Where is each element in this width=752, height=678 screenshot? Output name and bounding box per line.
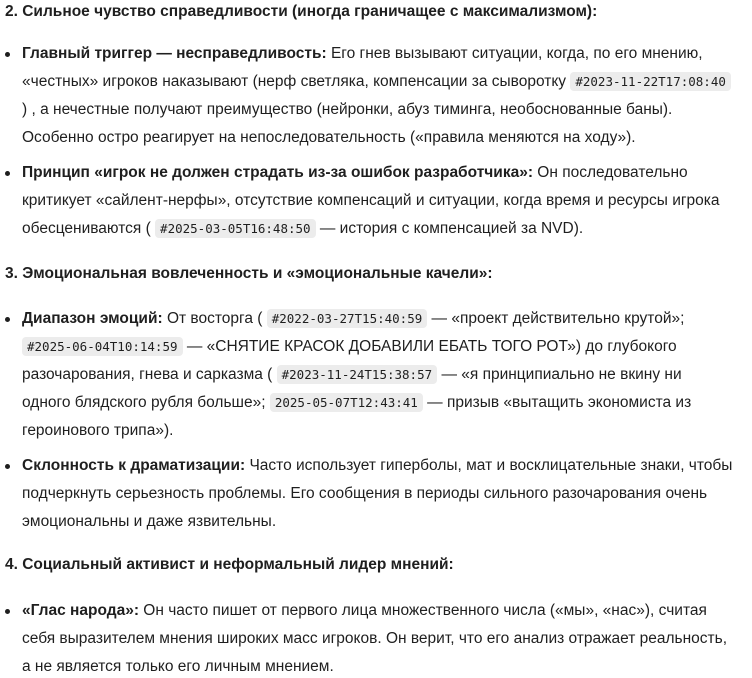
item-text: себя выразителем мнения широких масс игроков. Он верит, что его анализ отражает реальность, xyxy=(22,630,728,647)
list-item xyxy=(22,40,752,152)
item-text: одного блядского рубля больше»; xyxy=(22,394,270,411)
item-bold-lead: Склонность к драматизации: xyxy=(22,457,246,474)
item-bold-lead: Главный триггер — несправедливость: xyxy=(22,45,327,62)
item-text: а не является только его личным мнением. xyxy=(22,658,334,675)
list-item xyxy=(22,597,752,678)
section-heading: 4. Социальный активист и неформальный лидер мнений: xyxy=(5,556,454,573)
timestamp-code: #2023-11-24T15:38:57 xyxy=(277,365,438,384)
item-text: разочарования, гнева и сарказма ( xyxy=(22,366,277,383)
item-text: — «я принципиально не вкину ни xyxy=(437,366,682,383)
item-text: Особенно остро реагирует на непоследовательность («правила меняются на ходу»). xyxy=(22,129,636,146)
list-item xyxy=(22,305,752,445)
item-text: Он последовательно xyxy=(533,164,688,181)
item-text: Его гнев вызывают ситуации, когда, по его мнению, xyxy=(326,45,703,62)
item-text: подчеркнуть серьезность проблемы. Его сообщения в периоды сильного разочарования очень xyxy=(22,485,708,502)
item-text: — «СНЯТИЕ КРАСОК ДОБАВИЛИ ЕБАТЬ ТОГО РОТ») до глубокого xyxy=(182,338,677,355)
timestamp-code: #2022-03-27T15:40:59 xyxy=(267,309,428,328)
item-bold-lead: «Глас народа»: xyxy=(22,602,139,619)
item-text: — призыв «вытащить экономиста из xyxy=(422,394,692,411)
list-item xyxy=(22,159,752,243)
item-text: «честных» игроков наказывают (нерф светляка, компенсации за сыворотку xyxy=(22,73,571,90)
item-text: От восторга ( xyxy=(162,310,267,327)
item-text: — «проект действительно крутой»; xyxy=(427,310,685,327)
item-text: критикует «сайлент-нерфы», отсутствие компенсаций и ситуации, когда время и ресурсы игрока xyxy=(22,192,720,209)
timestamp-code: #2025-06-04T10:14:59 xyxy=(22,337,183,356)
section-heading: 3. Эмоциональная вовлеченность и «эмоциональные качели»: xyxy=(5,265,493,282)
list-item xyxy=(22,452,752,536)
item-bold-lead: Диапазон эмоций: xyxy=(22,310,163,327)
item-text: Он часто пишет от первого лица множественного числа («мы», «нас»), считая xyxy=(138,602,707,619)
item-text: эмоциональны и даже язвительны. xyxy=(22,513,277,530)
item-text: — история с компенсацией за NVD). xyxy=(315,220,584,237)
item-text: героинового трипа»). xyxy=(22,422,174,439)
item-text: ) , а нечестные получают преимущество (нейронки, абуз тиминга, необоснованные баны). xyxy=(22,101,673,118)
item-bold-lead: Принцип «игрок не должен страдать из-за ошибок разработчика»: xyxy=(22,164,533,181)
item-text: обесцениваются ( xyxy=(22,220,156,237)
timestamp-code: 2025-05-07T12:43:41 xyxy=(270,393,423,412)
item-text: Часто использует гиперболы, мат и восклицательные знаки, чтобы xyxy=(245,457,733,474)
timestamp-code: #2025-03-05T16:48:50 xyxy=(155,219,316,238)
section-heading: 2. Сильное чувство справедливости (иногда граничащее с максимализмом): xyxy=(5,3,598,20)
timestamp-code: #2023-11-22T17:08:40 xyxy=(570,72,731,91)
